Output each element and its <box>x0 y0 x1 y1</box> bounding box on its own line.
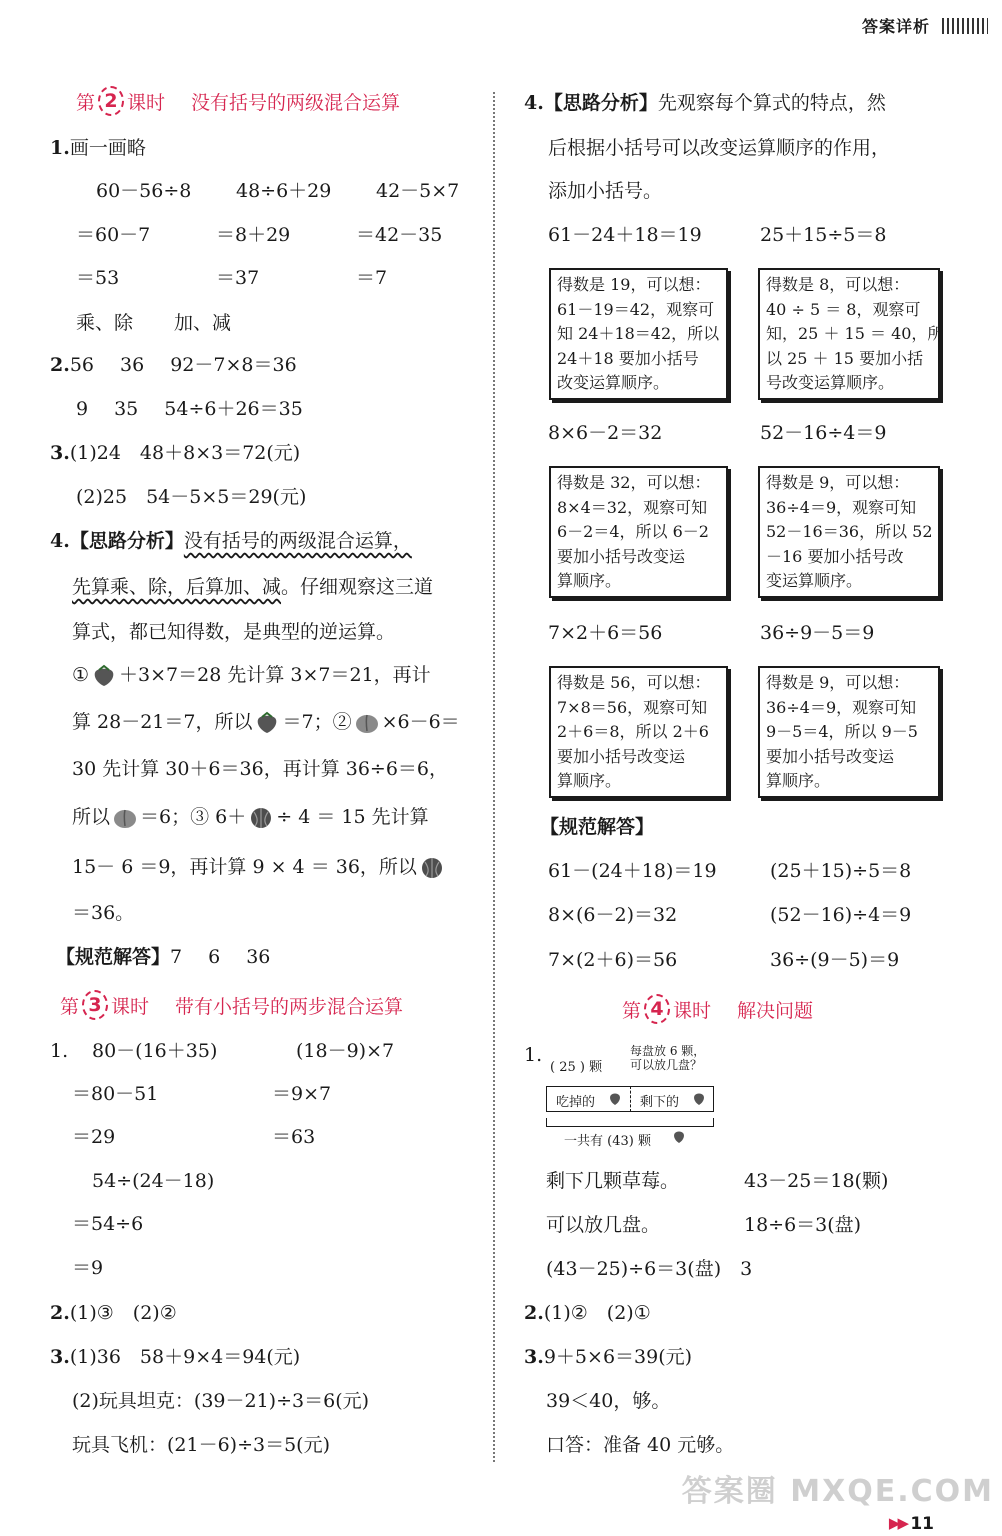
column-divider <box>493 92 495 1462</box>
calc-cell: 48÷6＋29 <box>236 180 332 202</box>
lesson-number: 2 <box>98 86 124 116</box>
page-arrows-icon: ▶▶ <box>888 1514 906 1532</box>
q3-line1: 3.(1)24 48＋8×3＝72(元) <box>50 442 301 464</box>
calc-cell: ＝8＋29 <box>216 224 291 246</box>
r-l4q3-line3: 口答：准备 40 元够。 <box>546 1434 735 1456</box>
r-q4-line1: 4.【思路分析】先观察每个算式的特点，然 <box>524 92 886 114</box>
order-label: 加、减 <box>174 312 232 334</box>
strawberry-icon <box>608 1092 622 1106</box>
q4-line3: 算式，都已知得数，是典型的逆运算。 <box>72 621 396 643</box>
peach-icon <box>352 711 382 735</box>
peach-icon <box>110 806 140 830</box>
strawberry-icon <box>672 1130 686 1144</box>
lesson-number: 3 <box>82 990 108 1020</box>
q4-line5: 算 28－21＝7，所以 ＝7；② ×6－6＝ <box>72 711 460 733</box>
strawberry-icon <box>252 711 282 735</box>
calc-cell: ＝60－7 <box>76 224 151 246</box>
lesson-4-heading: 第 4 课时 解决问题 <box>622 994 813 1024</box>
answer-equation: (52－16)÷4＝9 <box>770 904 912 926</box>
total-brace <box>546 1118 714 1127</box>
melon-icon <box>246 806 276 830</box>
answer-equation: 36÷(9－5)＝9 <box>770 949 900 971</box>
r-l4q1-step1: 剩下几颗草莓。 <box>546 1170 680 1192</box>
hint-box: 得数是 9，可以想： 36÷4＝9，观察可知 9－5＝4，所以 9－5 要加小括号改变运 算顺序。 <box>758 666 940 798</box>
answer-equation: 7×(2＋6)＝56 <box>548 949 678 971</box>
r-answer-tag: 【规范解答】 <box>540 816 655 838</box>
calc-cell: ＝29 <box>72 1126 116 1148</box>
calc-cell: 60－56÷8 <box>96 180 192 202</box>
q4-line1: 4.【思路分析】没有括号的两级混合运算， <box>50 530 412 552</box>
answer-equation: (25＋15)÷5＝8 <box>770 860 912 882</box>
hint-box: 得数是 56，可以想： 7×8＝56，观察可知 2＋6＝8，所以 2＋6 要加小括号改变运 算顺序。 <box>549 666 728 798</box>
answer-equation: 61－(24＋18)＝19 <box>548 860 717 882</box>
calc-cell: 42－5×7 <box>376 180 460 202</box>
q2-line1: 2.56 36 92－7×8＝36 <box>50 354 297 376</box>
calc-cell: ＝80－51 <box>72 1083 159 1105</box>
calc-cell: 54÷(24－18) <box>92 1170 215 1192</box>
page-header <box>862 14 988 37</box>
l3q3-line2: (2)玩具坦克：(39－21)÷3＝6(元) <box>72 1390 370 1412</box>
r-q4-line2: 后根据小括号可以改变运算顺序的作用， <box>548 137 891 159</box>
calc-cell: 80－(16＋35) <box>92 1040 218 1062</box>
q4-line2: 先算乘、除，后算加、减。仔细观察这三道 <box>72 576 434 598</box>
r-l4q1-step3: (43－25)÷6＝3(盘) 3 <box>546 1258 753 1280</box>
calc-cell: ＝53 <box>76 267 120 289</box>
l3q1-label: 1. <box>50 1040 69 1062</box>
equation: 36÷9－5＝9 <box>760 622 875 644</box>
hint-box: 得数是 9，可以想： 36÷4＝9，观察可知 52－16＝36，所以 52 －16 要加小括号改 变运算顺序。 <box>758 466 940 598</box>
calc-cell: ＝37 <box>216 267 260 289</box>
hint-box: 得数是 19，可以想： 61－19＝42，观察可 知 24＋18＝42，所以 24＋18 要加小括号 改变运算顺序。 <box>549 268 728 400</box>
lesson-3-heading: 第 3 课时 带有小括号的两步混合运算 <box>60 990 403 1020</box>
equation: 7×2＋6＝56 <box>548 622 663 644</box>
answer-equation: 8×(6－2)＝32 <box>548 904 678 926</box>
q4-line9: ＝36。 <box>72 902 135 924</box>
calc-cell: ＝7 <box>356 267 388 289</box>
bar-split <box>630 1086 631 1112</box>
r-q4-line3: 添加小括号。 <box>548 180 663 202</box>
lesson-2-heading <box>76 86 400 116</box>
l3q3-line3: 玩具飞机：(21－6)÷3＝5(元) <box>72 1434 331 1456</box>
q4-answer: 【规范解答】7 6 36 <box>56 946 271 968</box>
lesson-title: 解决问题 <box>737 999 814 1022</box>
calc-cell: ＝42－35 <box>356 224 443 246</box>
equation: 61－24＋18＝19 <box>548 224 702 246</box>
r-l4q3-line1: 3.9＋5×6＝39(元) <box>524 1346 693 1368</box>
strawberry-icon <box>89 664 119 688</box>
r-l4q3-line2: 39＜40，够。 <box>546 1390 671 1412</box>
segment-diagram: ( 25 ) 颗 每盘放 6 颗， 可以放几盘？ 吃掉的 剩下的 一共有 (43) 颗 <box>546 1044 736 1154</box>
r-l4q2: 2.(1)② (2)① <box>524 1302 651 1324</box>
calc-cell: ＝9×7 <box>272 1083 332 1105</box>
calc-cell: ＝63 <box>272 1126 316 1148</box>
q4-line8: 15－ 6 ＝9，再计算 9 × 4 ＝ 36，所以 <box>72 854 447 880</box>
q4-line6: 30 先计算 30＋6＝36，再计算 36÷6＝6， <box>72 758 449 780</box>
r-l4q1-step2-eq: 18÷6＝3(盘) <box>744 1214 862 1236</box>
header-bars-decoration <box>942 18 988 34</box>
equation: 8×6－2＝32 <box>548 422 663 444</box>
header-title: 答案详析 <box>861 17 930 36</box>
page-number: 11 <box>910 1514 934 1534</box>
r-l4q1-step2: 可以放几盘。 <box>546 1214 661 1236</box>
lesson-number: 4 <box>644 994 670 1024</box>
equation: 25＋15÷5＝8 <box>760 224 887 246</box>
order-label: 乘、除 <box>76 312 134 334</box>
lesson-title: 没有括号的两级混合运算 <box>191 91 401 114</box>
calc-cell: ＝9 <box>72 1257 104 1279</box>
calc-cell: ＝54÷6 <box>72 1213 144 1235</box>
melon-icon <box>417 856 447 880</box>
q1-line: 1.画一画略 <box>50 137 146 159</box>
q2-line2: 9 35 54÷6＋26＝35 <box>76 398 303 420</box>
r-l4q1-step1-eq: 43－25＝18(颗) <box>744 1170 889 1192</box>
l3q3-line1: 3.(1)36 58＋9×4＝94(元) <box>50 1346 301 1368</box>
q4-line7: 所以 ＝6；③ 6＋ ÷ 4 ＝ 15 先计算 <box>72 806 429 828</box>
hint-box: 得数是 8，可以想： 40 ÷ 5 ＝ 8，观察可 知，25 ＋ 15 ＝ 40，所 以 25 ＋ 15 要加小括 号改变运算顺序。 <box>758 268 940 400</box>
strawberry-icon <box>692 1092 706 1106</box>
lesson-suffix: 课时 <box>127 91 166 114</box>
lesson-title: 带有小括号的两步混合运算 <box>175 995 404 1018</box>
l3q2: 2.(1)③ (2)② <box>50 1302 177 1324</box>
hint-box: 得数是 32，可以想： 8×4＝32，观察可知 6－2＝4，所以 6－2 要加小括号改变运 算顺序。 <box>549 466 728 598</box>
equation: 52－16÷4＝9 <box>760 422 887 444</box>
q3-line2: (2)25 54－5×5＝29(元) <box>76 486 307 508</box>
calc-cell: (18－9)×7 <box>296 1040 395 1062</box>
lesson-prefix: 第 <box>76 91 96 114</box>
watermark: 答案圈 MXQE.COM <box>681 1474 994 1509</box>
q4-line4: ① ＋3×7＝28 先计算 3×7＝21，再计 <box>72 664 431 686</box>
r-l4q1-label: 1. <box>524 1044 543 1066</box>
